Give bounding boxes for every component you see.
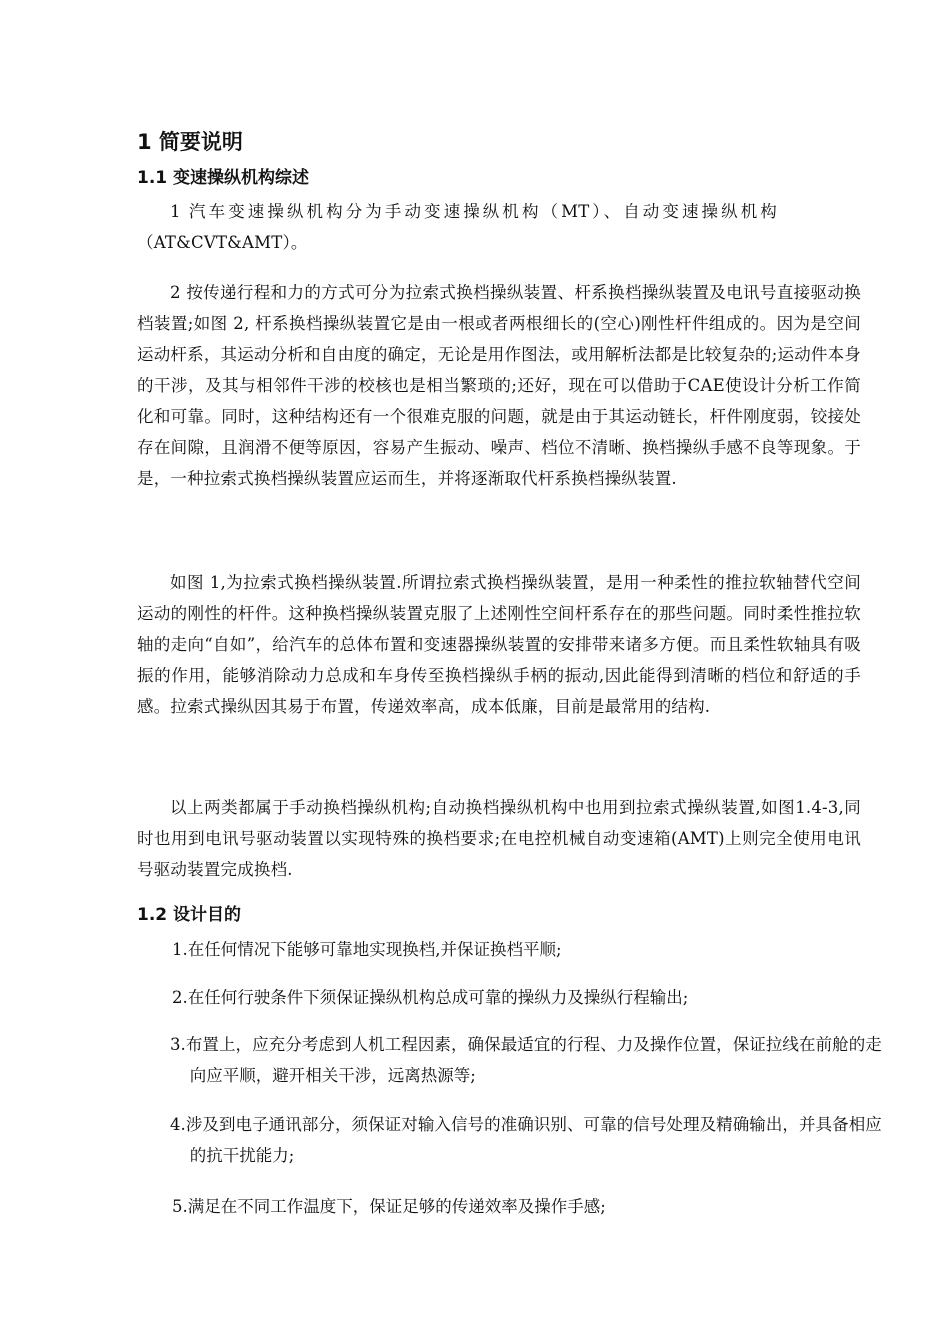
list-item: 2.在任何行驶条件下须保证操纵机构总成可靠的操纵力及操纵行程输出; <box>172 988 689 1007</box>
list-item: 3.布置上，应充分考虑到人机工程因素，确保最适宜的行程、力及操作位置，保证拉线在前舱的走向应平顺，避开相关干涉，远离热源等; <box>170 1035 882 1085</box>
list-item: 1.在任何情况下能够可靠地实现换档,并保证换档平顺; <box>172 940 562 959</box>
subsection-title-overview: 1.1 变速操纵机构综述 <box>137 168 310 188</box>
paragraph-3: 如图 1,为拉索式换档操纵装置.所谓拉索式换档操纵装置，是用一种柔性的推拉软轴替代空间运动的刚性的杆件。这种换档操纵装置克服了上述刚性空间杆系存在的那些问题。同时柔性推拉软轴的走向“自如”，给汽车的总体布置和变速器操纵装置的安排带来诸多方便。而且柔性软轴具有吸振的作用，能够消除动力总成和车身传至换档操纵手柄的振动,因此能得到清晰的档位和舒适的手感。拉索式操纵因其易于布置，传递效率高，成本低廉，目前是最常用的结构. <box>137 573 861 716</box>
list-item: 5.满足在不同工作温度下，保证足够的传递效率及操作手感; <box>172 1197 606 1216</box>
subsection-title-purpose: 1.2 设计目的 <box>137 905 242 925</box>
section-title: 1 简要说明 <box>137 130 243 154</box>
paragraph-1: 1 汽车变速操纵机构分为手动变速操纵机构（MT）、自动变速操纵机构（AT&CVT&AMT）。 <box>137 202 777 252</box>
paragraph-2: 2 按传递行程和力的方式可分为拉索式换档操纵装置、杆系换档操纵装置及电讯号直接驱动换档装置;如图 2, 杆系换档操纵装置它是由一根或者两根细长的(空心)刚性杆件组成的。因为是空间运动杆系，其运动分析和自由度的确定，无论是用作图法，或用解析法都是比较复杂的;运动件本身的干涉，及其与相邻件干涉的校核也是相当繁琐的;还好，现在可以借助于CAE使设计分析工作简化和可靠。同时，这种结构还有一个很难克服的问题，就是由于其运动链长，杆件刚度弱，铰接处存在间隙，且润滑不便等原因，容易产生振动、噪声、档位不清晰、换档操纵手感不良等现象。于是，一种拉索式换档操纵装置应运而生，并将逐渐取代杆系换档操纵装置. <box>137 283 861 488</box>
list-item: 4.涉及到电子通讯部分，须保证对输入信号的准确识别、可靠的信号处理及精确输出，并具备相应的抗干扰能力; <box>170 1115 882 1165</box>
paragraph-4: 以上两类都属于手动换档操纵机构;自动换档操纵机构中也用到拉索式操纵装置,如图1.4-3,同时也用到电讯号驱动装置以实现特殊的换档要求;在电控机械自动变速箱(AMT)上则完全使用电讯号驱动装置完成换档. <box>137 798 861 879</box>
